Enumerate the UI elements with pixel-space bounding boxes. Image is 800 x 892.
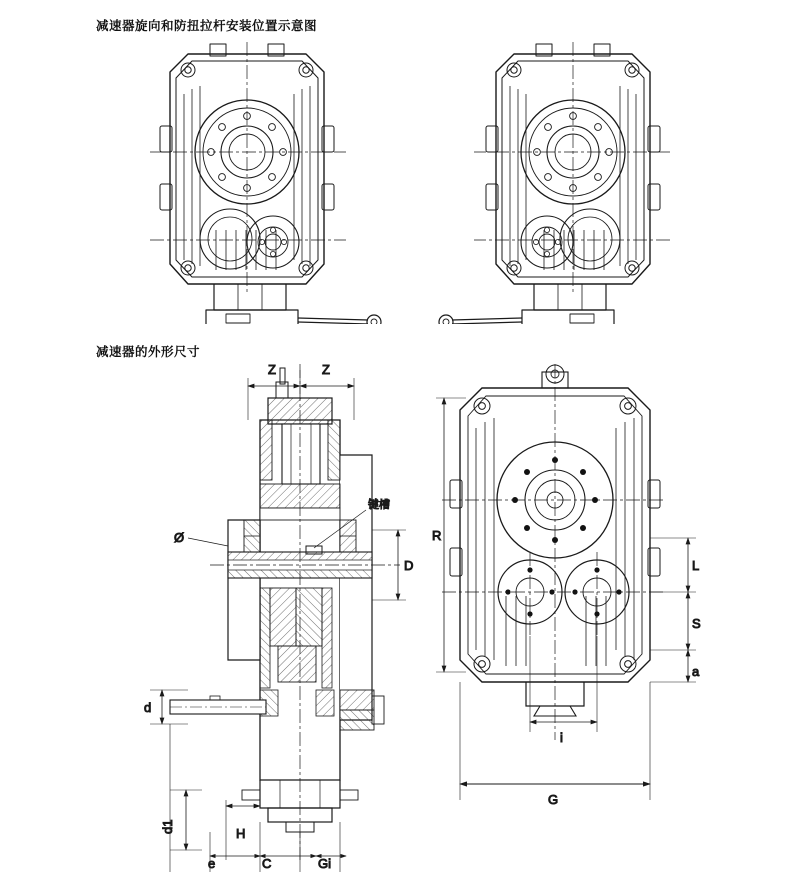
gearbox-orientation-diagram: [110, 34, 710, 324]
label-keyway: 键槽: [368, 499, 390, 511]
label-D: D: [404, 558, 414, 573]
label-z-right: Z: [322, 362, 330, 377]
orientation-right-unit: [428, 42, 670, 324]
label-z-left: Z: [268, 362, 276, 377]
label-e: e: [208, 856, 216, 871]
gearbox-dimension-drawing: [110, 360, 730, 880]
front-view: [432, 364, 701, 807]
label-C: C: [262, 856, 272, 871]
label-H: H: [236, 826, 246, 841]
label-R: R: [432, 528, 442, 543]
section-view: [144, 362, 413, 872]
label-d: d: [144, 700, 152, 715]
caption-dimensions: 减速器的外形尺寸: [96, 345, 201, 359]
label-Gi: Gi: [318, 856, 331, 871]
orientation-left-unit: [150, 42, 392, 324]
label-G: G: [548, 792, 559, 807]
dimension-svg: [110, 360, 730, 880]
caption-orientation: 减速器旋向和防扭拉杆安装位置示意图: [96, 19, 318, 33]
label-diameter-symbol: Ø: [174, 530, 185, 545]
label-a: a: [692, 664, 700, 679]
label-S: S: [692, 616, 701, 631]
orientation-svg: [110, 34, 710, 324]
label-d1: d1: [160, 819, 175, 834]
label-L: L: [692, 558, 700, 573]
label-i: i: [560, 730, 563, 745]
